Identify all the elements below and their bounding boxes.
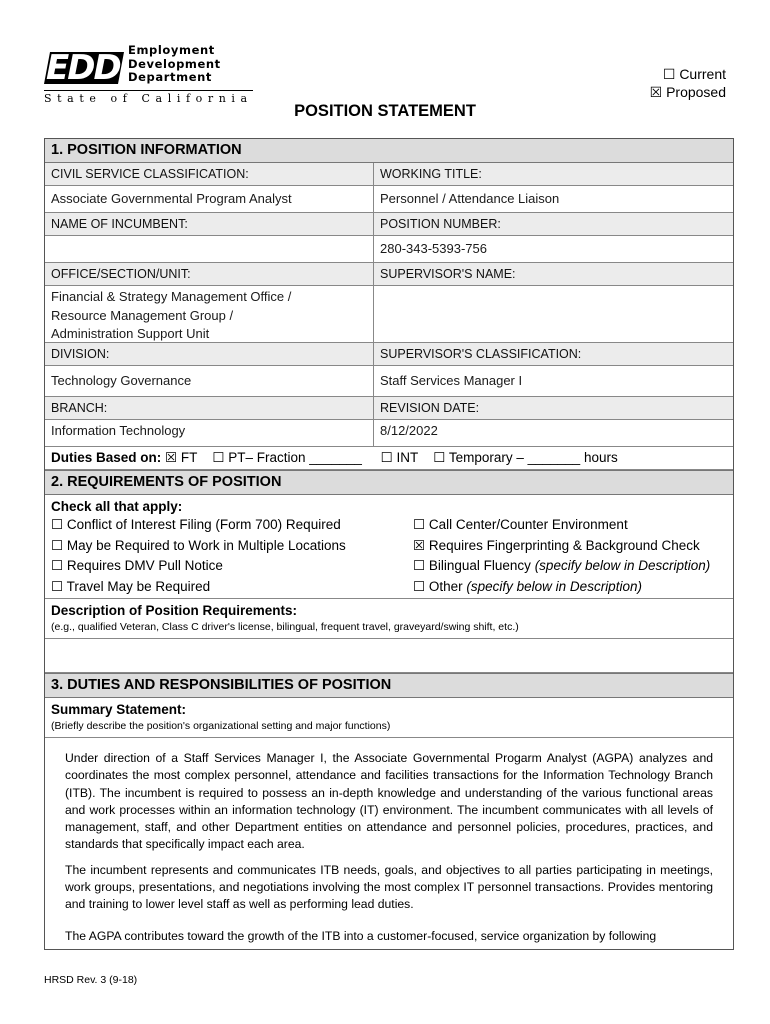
row-duties-based [45, 447, 733, 470]
row-incumbent-values [45, 236, 733, 263]
other-note: (specify below in Description) [466, 578, 642, 594]
travel-checkbox[interactable]: ☐ Travel May be Required [51, 578, 211, 594]
revision-date-label: REVISION DATE: [374, 397, 733, 419]
row-branch [45, 397, 733, 420]
duties-based-on [45, 447, 624, 469]
section-1-heading: 1. POSITION INFORMATION [45, 139, 733, 163]
working-title-label: WORKING TITLE: [374, 163, 733, 185]
row-office-values [45, 286, 733, 343]
other-checkbox[interactable]: ☐ Other [413, 578, 463, 594]
position-number-label: POSITION NUMBER: [374, 213, 733, 235]
other-item [413, 578, 710, 597]
branch-label: BRANCH: [45, 397, 374, 419]
multiple-locations-checkbox[interactable]: ☐ May be Required to Work in Multiple Locations [51, 537, 346, 553]
row-desc-head [45, 599, 733, 639]
form-revision-footer: HRSD Rev. 3 (9-18) [44, 974, 138, 986]
conflict-of-interest-checkbox[interactable]: ☐ Conflict of Interest Filing (Form 700) Required [51, 517, 341, 532]
description-title: Description of Position Requirements: [51, 603, 298, 618]
row-division [45, 343, 733, 366]
edd-logo-state: State of California [44, 92, 253, 105]
summary-paragraph-3: The AGPA contributes toward the growth of the ITB into a customer-focused, service organization by following [65, 928, 657, 943]
fingerprinting-checkbox[interactable]: ☒ Requires Fingerprinting & Background Check [413, 537, 700, 553]
incumbent-field[interactable] [45, 236, 374, 262]
row-office [45, 263, 733, 286]
summary-subtitle: (Briefly describe the position's organizational setting and major functions) [51, 720, 391, 732]
supervisor-class-label: SUPERVISOR'S CLASSIFICATION: [374, 343, 733, 365]
bilingual-fluency-checkbox[interactable]: ☐ Bilingual Fluency [413, 558, 531, 573]
row-incumbent [45, 213, 733, 236]
working-title-field[interactable]: Personnel / Attendance Liaison [380, 191, 560, 206]
description-header [45, 599, 525, 638]
section-3-heading: 3. DUTIES AND RESPONSIBILITIES OF POSITION [45, 673, 733, 698]
int-checkbox[interactable]: ☐ INT [380, 450, 419, 465]
position-number-field[interactable]: 280-343-5393-756 [380, 241, 487, 256]
requirements-checklist [45, 495, 716, 598]
duties-based-label: Duties Based on: [51, 450, 162, 465]
supervisor-name-field[interactable] [374, 286, 733, 342]
bilingual-fluency-item [413, 557, 710, 576]
status-options [650, 65, 726, 101]
row-desc-value [45, 639, 733, 673]
incumbent-label: NAME OF INCUMBENT: [45, 213, 374, 235]
position-statement-form [44, 138, 734, 950]
row-classification-values [45, 186, 733, 213]
temporary-checkbox[interactable]: ☐ Temporary – _______ hours [433, 450, 618, 465]
row-branch-values [45, 420, 733, 447]
branch-field[interactable]: Information Technology [45, 420, 374, 446]
pt-checkbox[interactable]: ☐ PT– Fraction _______ [212, 450, 362, 465]
call-center-checkbox[interactable]: ☐ Call Center/Counter Environment [413, 517, 628, 532]
row-classification [45, 163, 733, 186]
supervisor-name-label: SUPERVISOR'S NAME: [374, 263, 733, 285]
edd-logo [44, 42, 253, 105]
supervisor-class-field[interactable]: Staff Services Manager I [380, 373, 523, 388]
dmv-pull-notice-checkbox[interactable]: ☐ Requires DMV Pull Notice [51, 558, 223, 573]
summary-header [45, 698, 396, 737]
edd-logo-abbr: EDD [46, 48, 120, 88]
civil-service-label: CIVIL SERVICE CLASSIFICATION: [45, 163, 374, 185]
row-division-values [45, 366, 733, 397]
ft-checkbox[interactable]: ☒ FT [165, 450, 198, 465]
summary-paragraph-2: The incumbent represents and communicates ITB needs, goals, and objectives to all parties participating in meetings, work groups, presentations, and negotiations involving the most complex IT personnel transactions. Provides mentoring and training to lower level staff as well as performing lead duties. [65, 862, 713, 912]
description-subtitle: (e.g., qualified Veteran, Class C driver's license, bilingual, frequent travel, graveyard/swing shift, etc.) [51, 621, 519, 633]
row-summary-text [45, 738, 733, 949]
bilingual-note: (specify below in Description) [534, 558, 711, 573]
revision-date-field[interactable]: 8/12/2022 [380, 423, 438, 438]
division-label: DIVISION: [45, 343, 374, 365]
checklist-grid [51, 516, 710, 596]
summary-statement-field[interactable] [45, 738, 733, 949]
proposed-checkbox[interactable]: ☒ Proposed [649, 84, 726, 100]
edd-logo-department-name: Employment Development Department [128, 43, 221, 84]
section-2-heading: 2. REQUIREMENTS OF POSITION [45, 470, 733, 495]
current-checkbox[interactable]: ☐ Current [662, 66, 726, 82]
row-summary-head [45, 698, 733, 738]
row-checklist [45, 495, 733, 599]
division-field[interactable]: Technology Governance [45, 366, 374, 396]
summary-paragraph-1: Under direction of a Staff Services Manager I, the Associate Governmental Progarm Analyst (AGPA) analyzes and coordinates the most complex personnel, attendance and facilities transactions for the Information Technology Branch (ITB). The incumbent is required to possess an in-depth knowledge and understanding of the various functional areas and work processes within an information technology (IT) environment. The incumbent communicates with all levels of management, staff, and other Department entities on attendance and personnel policies, procedures, practices, and standards that specifically impact each area. [65, 751, 713, 852]
office-field[interactable]: Financial & Strategy Management Office / Resource Management Group / Administration Support Unit [45, 286, 374, 342]
page-title: POSITION STATEMENT [294, 102, 476, 120]
civil-service-field[interactable]: Associate Governmental Program Analyst [45, 186, 374, 212]
checklist-title: Check all that apply: [51, 499, 183, 514]
summary-title: Summary Statement: [51, 702, 187, 717]
description-field[interactable] [45, 639, 733, 672]
office-label: OFFICE/SECTION/UNIT: [45, 263, 374, 285]
